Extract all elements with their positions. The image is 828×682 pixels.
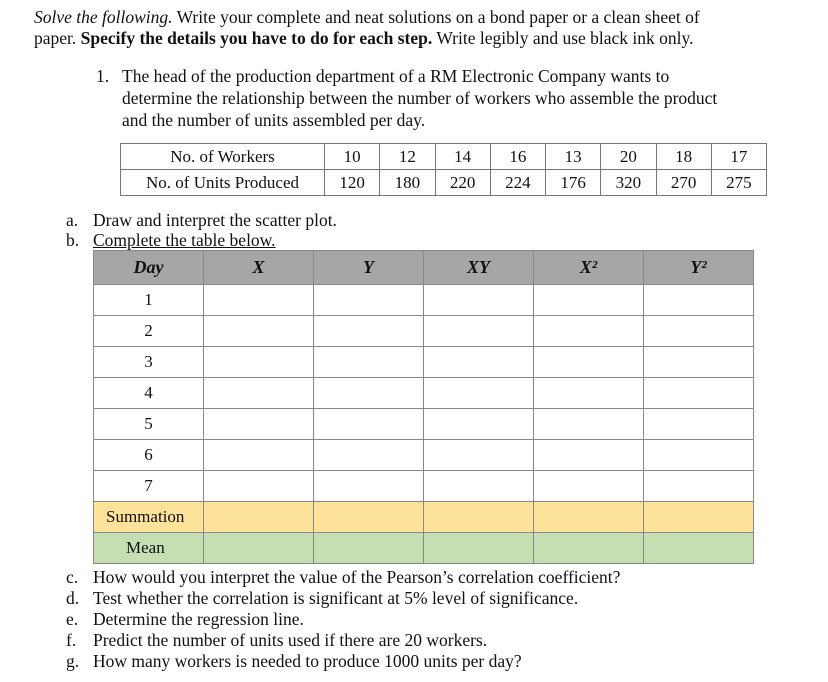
- table-cell: 16: [490, 144, 545, 170]
- blank-cell[interactable]: [534, 533, 644, 564]
- table-header-row: [94, 251, 754, 285]
- table-row: [121, 170, 767, 196]
- item-text: Determine the regression line.: [93, 609, 304, 629]
- blank-cell[interactable]: [204, 502, 314, 533]
- blank-cell[interactable]: [644, 440, 754, 471]
- item-text: How many workers is needed to produce 1000 units per day?: [93, 651, 522, 671]
- problem-number: 1.: [96, 66, 110, 86]
- table-row: [94, 440, 754, 471]
- day-cell: 1: [94, 285, 204, 316]
- table-cell: 320: [601, 170, 656, 196]
- problem-line: and the number of units assembled per day.: [122, 110, 426, 130]
- table-cell: 13: [546, 144, 601, 170]
- computation-table: [93, 250, 754, 564]
- header-y: Y: [314, 251, 424, 285]
- instruction-italic: Solve the following.: [34, 7, 173, 27]
- blank-cell[interactable]: [644, 409, 754, 440]
- instruction-text: Write your complete and neat solutions on a bond paper or a clean sheet of: [172, 7, 700, 27]
- item-letter: d.: [66, 588, 80, 608]
- item-text: Draw and interpret the scatter plot.: [93, 210, 337, 230]
- table-cell: 20: [601, 144, 656, 170]
- blank-cell[interactable]: [644, 316, 754, 347]
- table-row: [94, 347, 754, 378]
- item-letter: g.: [66, 651, 80, 671]
- blank-cell[interactable]: [424, 316, 534, 347]
- day-cell: 6: [94, 440, 204, 471]
- table-cell: 220: [435, 170, 490, 196]
- table-cell: 12: [380, 144, 435, 170]
- blank-cell[interactable]: [314, 378, 424, 409]
- blank-cell[interactable]: [644, 471, 754, 502]
- blank-cell[interactable]: [204, 533, 314, 564]
- blank-cell[interactable]: [314, 471, 424, 502]
- table-cell: 14: [435, 144, 490, 170]
- workers-units-table: [120, 143, 767, 196]
- blank-cell[interactable]: [424, 471, 534, 502]
- summation-row: [94, 502, 754, 533]
- table-cell: 10: [325, 144, 380, 170]
- blank-cell[interactable]: [424, 285, 534, 316]
- blank-cell[interactable]: [644, 533, 754, 564]
- blank-cell[interactable]: [534, 285, 644, 316]
- table-row: [94, 471, 754, 502]
- blank-cell[interactable]: [644, 502, 754, 533]
- blank-cell[interactable]: [204, 409, 314, 440]
- item-text: Predict the number of units used if there are 20 workers.: [93, 630, 488, 650]
- item-letter: e.: [66, 609, 79, 629]
- blank-cell[interactable]: [534, 440, 644, 471]
- blank-cell[interactable]: [534, 347, 644, 378]
- blank-cell[interactable]: [424, 502, 534, 533]
- row-label: No. of Workers: [121, 144, 325, 170]
- blank-cell[interactable]: [204, 316, 314, 347]
- blank-cell[interactable]: [644, 378, 754, 409]
- header-day: Day: [94, 251, 204, 285]
- item-text: How would you interpret the value of the Pearson’s correlation coefficient?: [93, 567, 621, 587]
- blank-cell[interactable]: [534, 378, 644, 409]
- instruction-text: Write legibly and use black ink only.: [432, 28, 694, 48]
- blank-cell[interactable]: [314, 440, 424, 471]
- problem-line: determine the relationship between the number of workers who assemble the product: [122, 88, 718, 108]
- table-cell: 176: [546, 170, 601, 196]
- table-cell: 17: [711, 144, 766, 170]
- item-letter: c.: [66, 567, 79, 587]
- table-row: [94, 285, 754, 316]
- blank-cell[interactable]: [424, 533, 534, 564]
- day-cell: 5: [94, 409, 204, 440]
- blank-cell[interactable]: [314, 409, 424, 440]
- day-cell: 2: [94, 316, 204, 347]
- table-row: [121, 144, 767, 170]
- blank-cell[interactable]: [314, 502, 424, 533]
- table-cell: 180: [380, 170, 435, 196]
- day-cell: 7: [94, 471, 204, 502]
- blank-cell[interactable]: [534, 471, 644, 502]
- table-cell: 224: [490, 170, 545, 196]
- mean-label: Mean: [94, 533, 204, 564]
- table-cell: 18: [656, 144, 711, 170]
- summation-label: Summation: [94, 502, 204, 533]
- problem-line: The head of the production department of a RM Electronic Company wants to: [122, 66, 670, 86]
- item-letter: b.: [66, 230, 80, 250]
- item-letter: a.: [66, 210, 79, 230]
- blank-cell[interactable]: [314, 285, 424, 316]
- blank-cell[interactable]: [534, 502, 644, 533]
- blank-cell[interactable]: [424, 378, 534, 409]
- blank-cell[interactable]: [424, 440, 534, 471]
- table-row: [94, 316, 754, 347]
- blank-cell[interactable]: [644, 347, 754, 378]
- header-xy: XY: [424, 251, 534, 285]
- item-text: Test whether the correlation is significant at 5% level of significance.: [93, 588, 579, 608]
- instruction-bold: Specify the details you have to do for each step.: [80, 28, 433, 48]
- instruction-line-1: [34, 7, 700, 27]
- blank-cell[interactable]: [204, 285, 314, 316]
- blank-cell[interactable]: [424, 409, 534, 440]
- table-cell: 120: [325, 170, 380, 196]
- blank-cell[interactable]: [204, 378, 314, 409]
- table-cell: 275: [711, 170, 766, 196]
- blank-cell[interactable]: [314, 533, 424, 564]
- blank-cell[interactable]: [204, 347, 314, 378]
- day-cell: 3: [94, 347, 204, 378]
- day-cell: 4: [94, 378, 204, 409]
- header-x: X: [204, 251, 314, 285]
- blank-cell[interactable]: [314, 347, 424, 378]
- table-row: [94, 378, 754, 409]
- table-cell: 270: [656, 170, 711, 196]
- mean-row: [94, 533, 754, 564]
- blank-cell[interactable]: [204, 471, 314, 502]
- blank-cell[interactable]: [534, 316, 644, 347]
- instruction-line-2: [34, 28, 694, 48]
- blank-cell[interactable]: [314, 316, 424, 347]
- header-x-squared: X²: [534, 251, 644, 285]
- blank-cell[interactable]: [534, 409, 644, 440]
- blank-cell[interactable]: [644, 285, 754, 316]
- item-letter: f.: [66, 630, 77, 650]
- blank-cell[interactable]: [204, 440, 314, 471]
- item-text: Complete the table below.: [93, 230, 276, 250]
- instruction-text: paper.: [34, 28, 81, 48]
- table-row: [94, 409, 754, 440]
- blank-cell[interactable]: [424, 347, 534, 378]
- header-y-squared: Y²: [644, 251, 754, 285]
- row-label: No. of Units Produced: [121, 170, 325, 196]
